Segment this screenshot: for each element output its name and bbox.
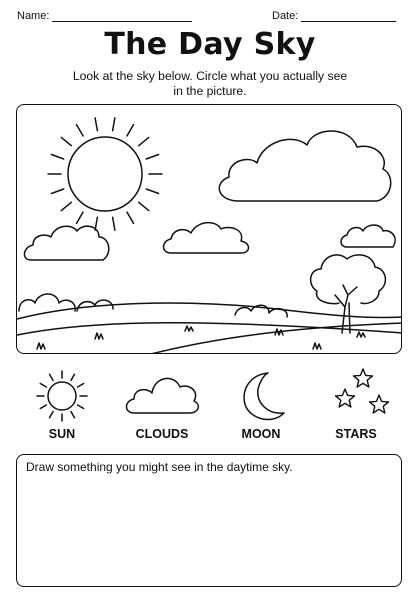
date-line[interactable] (301, 11, 396, 22)
choice-label-sun: SUN (48, 427, 76, 441)
grass-icon (37, 326, 365, 349)
sun-ray (127, 212, 134, 223)
sun-ray (51, 189, 63, 194)
sun-ray (61, 137, 71, 145)
sun-ray (50, 374, 54, 380)
instructions (40, 69, 380, 99)
cloud-icon (341, 225, 395, 247)
sun-ray (127, 125, 134, 136)
date-field[interactable] (272, 10, 396, 22)
sun-ray (95, 118, 97, 131)
sun-ray (61, 202, 71, 210)
page-title: The Day Sky (104, 27, 316, 62)
tree-icon (311, 255, 386, 333)
sun-ray (146, 189, 158, 194)
cloud-icon (164, 223, 249, 253)
cloud-icon (219, 131, 390, 201)
star-icon (336, 389, 355, 407)
sun-icon (27, 367, 97, 423)
sun-icon (48, 118, 162, 230)
sun-ray (113, 118, 115, 131)
sun-ray (51, 155, 63, 160)
cloud-icon (122, 367, 202, 423)
sun-ray (113, 217, 115, 230)
instructions-line-1: Look at the sky below. Circle what you actually see (72, 69, 348, 83)
name-label: Name: (17, 10, 50, 22)
choice-stars[interactable] (318, 367, 398, 423)
instructions-line-2: in the picture. (173, 84, 247, 98)
cloud-icon (24, 226, 108, 260)
sky-scene (16, 104, 402, 354)
star-icon (370, 395, 389, 413)
choice-label-clouds: CLOUDS (135, 427, 189, 441)
sun-ray (78, 384, 84, 388)
choice-sun[interactable] (22, 367, 102, 423)
sun-ray (77, 125, 84, 136)
sun-ray (71, 374, 75, 380)
sun-ray (78, 405, 84, 409)
sun-ray (139, 202, 149, 210)
sun-ray (146, 155, 158, 160)
sun-ray (139, 137, 149, 145)
sun-ray (40, 405, 46, 409)
choice-clouds[interactable] (122, 367, 202, 423)
name-field[interactable] (17, 10, 192, 22)
star-icon (354, 369, 373, 387)
sun-ray (71, 412, 75, 418)
sun-ray (50, 412, 54, 418)
drawing-prompt: Draw something you might see in the daytime sky. (26, 460, 293, 474)
sun-ray (77, 212, 84, 223)
choice-label-stars: STARS (335, 427, 377, 441)
name-line[interactable] (52, 11, 192, 22)
choice-moon[interactable] (224, 367, 304, 423)
choice-label-moon: MOON (241, 427, 281, 441)
hill-icon (17, 323, 402, 335)
moon-icon (234, 367, 294, 423)
sun-ray (40, 384, 46, 388)
date-label: Date: (272, 10, 299, 22)
hill-icon (147, 323, 402, 354)
